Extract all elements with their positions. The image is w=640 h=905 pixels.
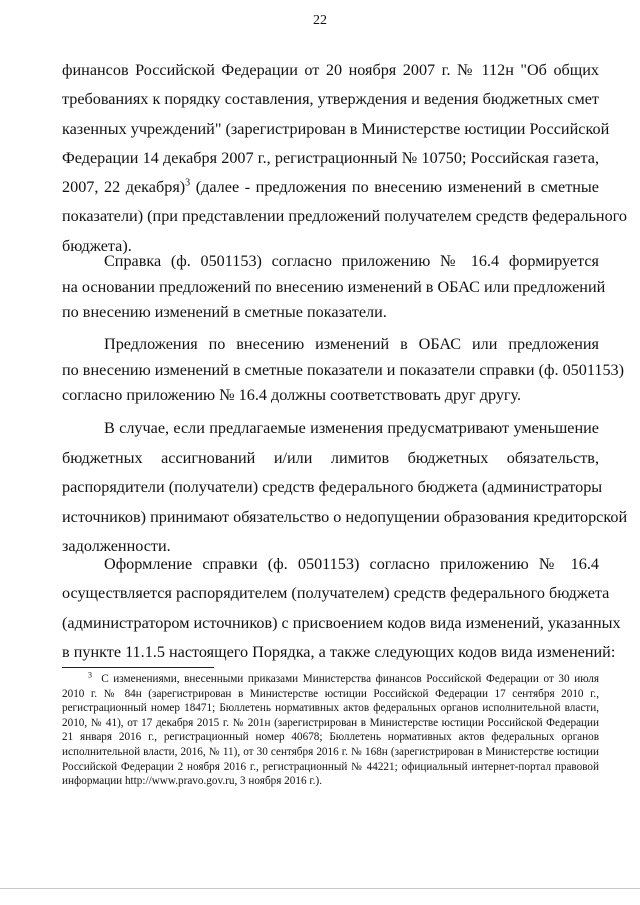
text-line: требованиях к порядку составления, утверждения и ведения бюджетных смет — [62, 90, 599, 109]
footnote-line — [62, 672, 599, 687]
text-line: Федерации 14 декабря 2007 г., регистрационный № 10750; Российская газета, — [62, 148, 599, 167]
footnote-marker: 3 — [88, 670, 92, 680]
footnote-line: информации http://www.pravo.gov.ru, 3 ноября 2016 г.). — [62, 775, 322, 788]
footnote-reference: 3 — [185, 177, 191, 189]
text-line: по внесению изменений в сметные показатели и показатели справки (ф. 0501153) — [62, 360, 625, 379]
footnote-line-text: С изменениями, внесенными приказами Министерства финансов Российской Федерации от 30 июля — [101, 673, 600, 685]
footnote-line: исполнительной власти, 2016, № 11), от 30 сентября 2016 г. № 168н (зарегистрирован в Министерстве юстиции — [62, 745, 599, 758]
text-line: на основании предложений по внесению изменений в ОБАС или предложений — [62, 277, 606, 296]
paragraph-3 — [62, 332, 625, 409]
paragraph-4 — [62, 414, 628, 562]
text-line: задолженности. — [62, 537, 171, 555]
text-line: источников) принимают обязательство о недопущении образования кредиторской — [62, 507, 628, 526]
footnote-separator — [62, 667, 214, 668]
footnote — [62, 672, 599, 789]
footnote-line: 21 января 2016 г., регистрационный номер 40678; Бюллетень нормативных актов федеральных органов — [62, 731, 599, 744]
footnote-line: Российской Федерации 2 ноября 2016 г., регистрационный № 44221; официальный интернет-портал правовой — [62, 760, 599, 773]
text-line-head: 2007, 22 декабря) — [62, 178, 186, 197]
text-line: распорядители (получатели) средств федерального бюджета (администраторы — [62, 478, 603, 496]
text-line: согласно приложению № 16.4 должны соответствовать друг другу. — [62, 386, 522, 404]
footnote-line: 2010, № 41), от 17 декабря 2015 г. № 201н (зарегистрирован в Министерстве юстиции Российской Федерации — [62, 716, 599, 729]
text-line: в пункте 11.1.5 настоящего Порядка, а также следующих кодов вида изменений: — [62, 642, 616, 661]
text-line — [62, 173, 599, 202]
page-number: 22 — [313, 13, 327, 28]
text-line: Справка (ф. 0501153) согласно приложению № 16.4 формируется — [104, 252, 599, 270]
text-line: Предложения по внесению изменений в ОБАС или предложения — [104, 335, 599, 353]
text-line: финансов Российской Федерации от 20 ноября 2007 г. № 112н "Об общих — [62, 61, 599, 79]
paragraph-1 — [62, 56, 627, 261]
text-line: бюджета). — [62, 236, 132, 255]
text-line-tail: (далее - предложения по внесению изменений в сметные — [190, 178, 599, 197]
text-line: (администратором источников) с присвоением кодов вида изменений, указанных — [62, 613, 621, 632]
text-line: В случае, если предлагаемые изменения предусматривают уменьшение — [104, 419, 599, 437]
page-edge — [0, 888, 640, 889]
text-line: Оформление справки (ф. 0501153) согласно приложению № 16.4 — [104, 555, 599, 573]
footnote-line: регистрационный номер 18471; Бюллетень нормативных актов федеральных органов исполнительной власти, — [62, 702, 599, 715]
text-line: показатели) (при представлении предложений получателем средств федерального — [62, 207, 627, 226]
text-line: казенных учреждений" (зарегистрирован в Министерстве юстиции Российской — [62, 119, 610, 138]
text-line: осуществляется распорядителем (получателем) средств федерального бюджета — [62, 584, 610, 603]
text-line: по внесению изменений в сметные показатели. — [62, 303, 387, 321]
footnote-line: 2010 г. № 84н (зарегистрирован в Министерстве юстиции Российской Федерации 17 сентября 2010 г., — [62, 687, 599, 700]
paragraph-5 — [62, 550, 621, 667]
paragraph-2 — [62, 249, 606, 326]
text-line: бюджетных ассигнований и/или лимитов бюджетных обязательств, — [62, 448, 599, 467]
